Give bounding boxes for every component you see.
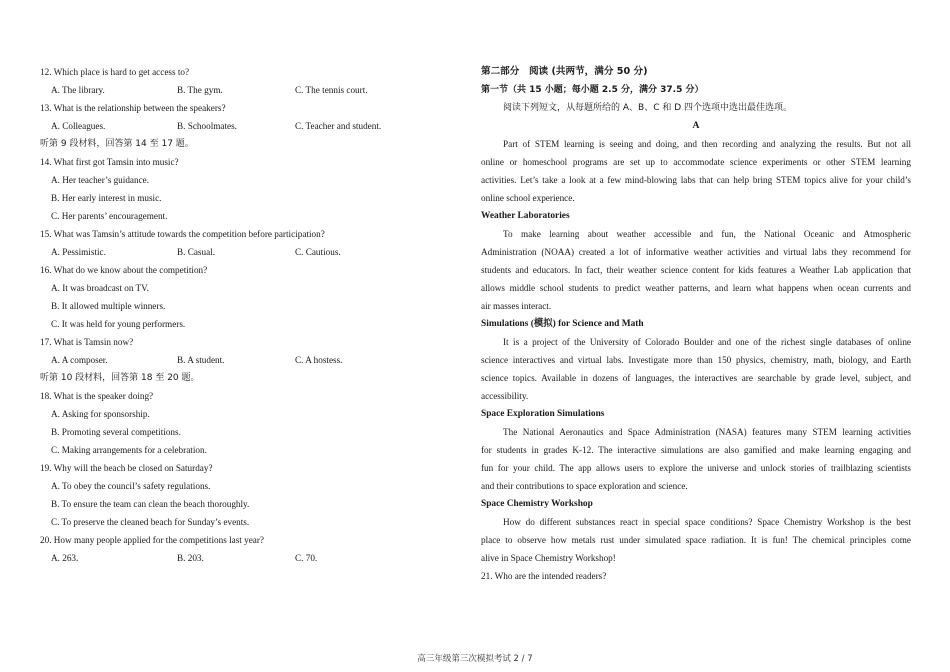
option-b[interactable]: B. To ensure the team can clean the beach thoroughly. xyxy=(51,499,250,509)
option-b[interactable]: B. The gym. xyxy=(177,85,223,95)
left-column xyxy=(40,63,450,567)
paragraph-line: fun for your child. The app allows users to explore the universe and unlock stories of trailblazing scientists xyxy=(481,463,911,473)
right-column xyxy=(481,63,911,585)
option-b[interactable]: B. It allowed multiple winners. xyxy=(51,301,166,311)
question-stem: 21. Who are the intended readers? xyxy=(481,571,607,581)
option-b[interactable]: B. Her early interest in music. xyxy=(51,193,162,203)
question-stem: 19. Why will the beach be closed on Saturday? xyxy=(40,463,213,473)
section-paragraph xyxy=(481,333,911,405)
section-paragraph xyxy=(481,423,911,495)
option-c[interactable]: C. The tennis court. xyxy=(295,85,368,95)
option-b[interactable]: B. Schoolmates. xyxy=(177,121,237,131)
section-title: 第一节（共 15 小题；每小题 2.5 分，满分 37.5 分） xyxy=(481,85,704,95)
option-b[interactable]: B. Promoting several competitions. xyxy=(51,427,181,437)
paragraph-line: and their contributions to space exploration and science. xyxy=(481,481,688,491)
section-heading: Space Exploration Simulations xyxy=(481,409,605,419)
paragraph-line: allows middle school students to predict weather patterns, and learn what happens when ocean currents and xyxy=(481,283,911,293)
option-row xyxy=(40,351,450,369)
section-heading: Simulations (模拟) for Science and Math xyxy=(481,319,644,329)
paragraph-line: accessibility. xyxy=(481,391,529,401)
paragraph-line: Part of STEM learning is seeing and doing, and then recording and analyzing the results. But not all xyxy=(503,139,911,149)
paragraph-line: To make learning about weather accessible and fun, the National Oceanic and Atmospheric xyxy=(503,229,911,239)
option-row xyxy=(40,117,450,135)
question-stem: 14. What first got Tamsin into music? xyxy=(40,157,179,167)
option-row xyxy=(40,243,450,261)
section-paragraph xyxy=(481,513,911,567)
listening-section-heading: 听第 9 段材料，回答第 14 至 17 题。 xyxy=(40,139,194,149)
paragraph-line: alive in Space Chemistry Workshop! xyxy=(481,553,616,563)
option-a[interactable]: A. Pessimistic. xyxy=(51,247,106,257)
paragraph-line: It is a project of the University of Colorado Boulder and one of the richest single databases of online xyxy=(503,337,911,347)
paragraph-line: science interactives and virtual labs. Investigate more than 150 physics, chemistry, math, biology, and Earth xyxy=(481,355,911,365)
option-row xyxy=(40,81,450,99)
option-a[interactable]: A. The library. xyxy=(51,85,105,95)
paragraph-line: students and educators. In fact, their weather science content for kids features a Weather Lab application that xyxy=(481,265,911,275)
paragraph-line: activities. Let’s take a look at a few mind-blowing labs that can help bring STEM topics alive for your child’s xyxy=(481,175,911,185)
paragraph-line: The National Aeronautics and Space Administration (NASA) features many STEM learning activities xyxy=(503,427,911,437)
listening-section-heading: 听第 10 段材料，回答第 18 至 20 题。 xyxy=(40,373,200,383)
paragraph-line: place to observe how metals rust under simulated space radiation. It is fun! The chemical principles come xyxy=(481,535,911,545)
paragraph-line: Administration (NOAA) created a lot of informative weather activities and virtual labs they recommend for xyxy=(481,247,911,257)
question-stem: 13. What is the relationship between the speakers? xyxy=(40,103,226,113)
question-stem: 16. What do we know about the competition? xyxy=(40,265,208,275)
passage-label: A xyxy=(692,120,700,131)
paragraph-line: How do different substances react in special space conditions? Space Chemistry Workshop is the best xyxy=(503,517,911,527)
option-b[interactable]: B. A student. xyxy=(177,355,225,365)
option-a[interactable]: A. 263. xyxy=(51,553,79,563)
paragraph-line: science topics. Available in dozens of languages, the interactives are searchable by grade level, subject, and xyxy=(481,373,911,383)
option-c[interactable]: C. 70. xyxy=(295,553,318,563)
option-b[interactable]: B. Casual. xyxy=(177,247,216,257)
option-c[interactable]: C. It was held for young performers. xyxy=(51,319,186,329)
option-a[interactable]: A. To obey the council’s safety regulations. xyxy=(51,481,211,491)
option-c[interactable]: C. Making arrangements for a celebration. xyxy=(51,445,207,455)
option-a[interactable]: A. Asking for sponsorship. xyxy=(51,409,150,419)
paragraph-line: online or homeschool programs are set up to accommodate science experiments or other STEM learning xyxy=(481,157,911,167)
option-c[interactable]: C. Teacher and student. xyxy=(295,121,382,131)
option-a[interactable]: A. Her teacher’s guidance. xyxy=(51,175,150,185)
part-title: 第二部分 阅读 (共两节，满分 50 分) xyxy=(481,66,648,77)
intro-paragraph xyxy=(481,135,911,207)
paragraph-line: online school experience. xyxy=(481,193,575,203)
paragraph-line: for students in grades K-12. The interactive simulations are also gamified and make learning engaging and xyxy=(481,445,911,455)
option-b[interactable]: B. 203. xyxy=(177,553,204,563)
question-stem: 15. What was Tamsin’s attitude towards the competition before participation? xyxy=(40,229,325,239)
page-footer: 高三年级第三次模拟考试 2 / 7 xyxy=(417,654,533,664)
question-stem: 18. What is the speaker doing? xyxy=(40,391,154,401)
section-heading: Weather Laboratories xyxy=(481,211,570,221)
section-paragraph xyxy=(481,225,911,315)
question-stem: 17. What is Tamsin now? xyxy=(40,337,134,347)
question-stem: 12. Which place is hard to get access to? xyxy=(40,67,190,77)
option-c[interactable]: C. To preserve the cleaned beach for Sunday’s events. xyxy=(51,517,250,527)
option-c[interactable]: C. Cautious. xyxy=(295,247,341,257)
option-a[interactable]: A. Colleagues. xyxy=(51,121,106,131)
paragraph-line: air masses interact. xyxy=(481,301,552,311)
option-c[interactable]: C. A hostess. xyxy=(295,355,343,365)
option-a[interactable]: A. A composer. xyxy=(51,355,108,365)
section-heading: Space Chemistry Workshop xyxy=(481,499,593,509)
option-c[interactable]: C. Her parents’ encouragement. xyxy=(51,211,168,221)
option-a[interactable]: A. It was broadcast on TV. xyxy=(51,283,149,293)
question-stem: 20. How many people applied for the competitions last year? xyxy=(40,535,265,545)
option-row xyxy=(40,549,450,567)
instruction: 阅读下列短文，从每题所给的 A、B、C 和 D 四个选项中选出最佳选项。 xyxy=(503,103,792,113)
